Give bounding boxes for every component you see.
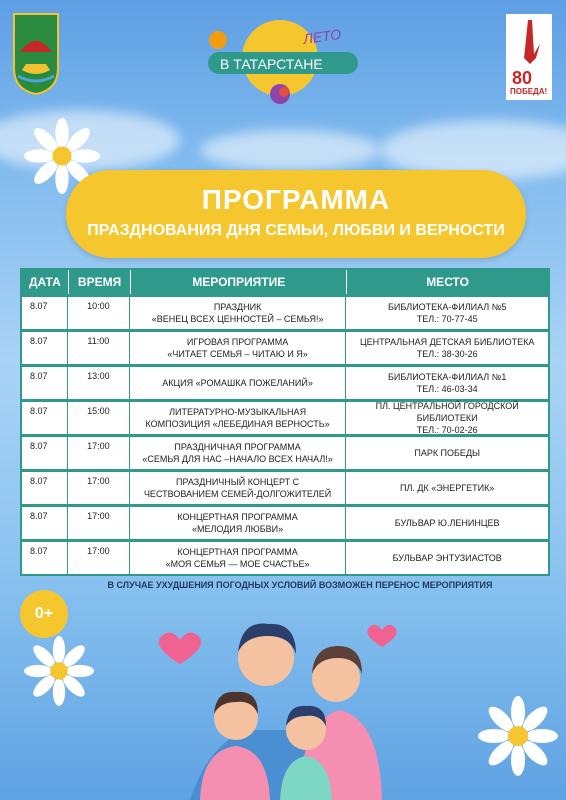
cell-event: ПРАЗДНИК «ВЕНЕЦ ВСЕХ ЦЕННОСТЕЙ – СЕМЬЯ!» (130, 297, 347, 329)
daisy-flower-icon (24, 636, 94, 706)
cell-place: ПАРК ПОБЕДЫ (414, 448, 481, 458)
cell-date: 8.07 (22, 367, 68, 399)
summer-logo-line2: В ТАТАРСТАНЕ (220, 56, 323, 72)
cell-place: ЦЕНТРАЛЬНАЯ ДЕТСКАЯ БИБЛИОТЕКА ТЕЛ.: 38-30-26 (360, 337, 535, 359)
age-rating-badge: 0+ (20, 590, 68, 638)
table-row (22, 542, 548, 574)
city-emblem-logo (12, 12, 60, 96)
heart-icon (159, 632, 201, 664)
cell-date: 8.07 (22, 472, 68, 504)
schedule-table (20, 268, 550, 576)
table-row (22, 332, 548, 367)
program-banner (66, 170, 526, 258)
heart-icon (367, 625, 396, 647)
table-row (22, 472, 548, 507)
victory-80-logo (506, 14, 552, 100)
banner-title: ПРОГРАММА (201, 184, 391, 215)
cell-time: 17:00 (68, 507, 130, 539)
cell-place: ПЛ. ДК «ЭНЕРГЕТИК» (400, 483, 495, 493)
cell-event: ИГРОВАЯ ПРОГРАММА «ЧИТАЕТ СЕМЬЯ – ЧИТАЮ И Я» (130, 332, 347, 364)
cell-date: 8.07 (22, 402, 68, 434)
table-row (22, 437, 548, 472)
cell-event: ЛИТЕРАТУРНО-МУЗЫКАЛЬНАЯ КОМПОЗИЦИЯ «ЛЕБЕДИНАЯ ВЕРНОСТЬ» (130, 402, 347, 434)
table-row (22, 402, 548, 437)
victory-logo-word: ПОБЕДА! (510, 87, 548, 96)
cell-date: 8.07 (22, 332, 68, 364)
cell-event: КОНЦЕРТНАЯ ПРОГРАММА «МОЯ СЕМЬЯ — МОЕ СЧАСТЬЕ» (130, 542, 347, 574)
cell-time: 17:00 (68, 437, 130, 469)
cell-date: 8.07 (22, 297, 68, 329)
cell-time: 11:00 (68, 332, 130, 364)
cell-date: 8.07 (22, 437, 68, 469)
daisy-flower-icon (478, 696, 558, 776)
cell-place: БУЛЬВАР ЭНТУЗИАСТОВ (392, 553, 502, 563)
cell-time: 10:00 (68, 297, 130, 329)
weather-notice: В СЛУЧАЕ УХУДШЕНИЯ ПОГОДНЫХ УСЛОВИЙ ВОЗМОЖЕН ПЕРЕНОС МЕРОПРИЯТИЯ (107, 580, 493, 590)
banner-subtitle: ПРАЗДНОВАНИЯ ДНЯ СЕМЬИ, ЛЮБВИ И ВЕРНОСТИ (87, 222, 505, 239)
cell-place: БУЛЬВАР Ю.ЛЕНИНЦЕВ (394, 518, 500, 528)
victory-logo-number: 80 (512, 68, 533, 88)
header-event: МЕРОПРИЯТИЕ (131, 270, 347, 294)
cell-event: ПРАЗДНИЧНАЯ ПРОГРАММА «СЕМЬЯ ДЛЯ НАС –НАЧАЛО ВСЕХ НАЧАЛ!» (130, 437, 347, 469)
table-row (22, 507, 548, 542)
cell-place: ПЛ. ЦЕНТРАЛЬНОЙ ГОРОДСКОЙ БИБЛИОТЕКИ ТЕЛ.: 70-02-26 (375, 401, 519, 435)
cloud (200, 130, 380, 170)
header-place: МЕСТО (426, 275, 469, 289)
cell-date: 8.07 (22, 542, 68, 574)
header-time: ВРЕМЯ (69, 270, 132, 294)
cell-event: АКЦИЯ «РОМАШКА ПОЖЕЛАНИЙ» (130, 367, 347, 399)
summer-logo-line1: ЛЕТО (302, 25, 343, 47)
table-header-row (22, 270, 548, 294)
family-illustration (150, 600, 420, 800)
cell-time: 13:00 (68, 367, 130, 399)
table-row (22, 367, 548, 402)
summer-in-tatarstan-logo (206, 18, 366, 114)
table-row (22, 297, 548, 332)
header-date: ДАТА (22, 270, 69, 294)
cell-place: БИБЛИОТЕКА-ФИЛИАЛ №5 ТЕЛ.: 70-77-45 (388, 302, 507, 324)
cell-time: 15:00 (68, 402, 130, 434)
cell-place: БИБЛИОТЕКА-ФИЛИАЛ №1 ТЕЛ.: 46-03-34 (388, 372, 507, 394)
cell-time: 17:00 (68, 472, 130, 504)
cell-date: 8.07 (22, 507, 68, 539)
cell-time: 17:00 (68, 542, 130, 574)
cell-event: ПРАЗДНИЧНЫЙ КОНЦЕРТ С ЧЕСТВОВАНИЕМ СЕМЕЙ-ДОЛГОЖИТЕЛЕЙ (130, 472, 347, 504)
table-body (22, 294, 548, 574)
cell-event: КОНЦЕРТНАЯ ПРОГРАММА «МЕЛОДИЯ ЛЮБВИ» (130, 507, 347, 539)
